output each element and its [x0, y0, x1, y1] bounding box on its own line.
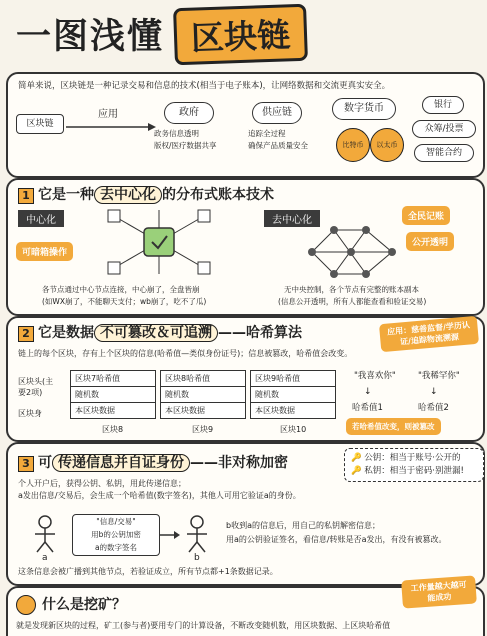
section4-desc: 就是发现新区块的过程，矿工(参与者)要用专门的计算设备，不断改变随机数，用区块数据、上区块哈希值 [16, 621, 391, 630]
section-mining [6, 580, 485, 636]
blockchain-box: 区块链 [16, 114, 64, 134]
section-immutable [6, 316, 485, 442]
title-highlight: 区块链 [173, 3, 308, 65]
opaque-tag: 可暗箱操作 [16, 242, 73, 261]
section-decentralized [6, 178, 485, 316]
section1-heading: 1 它是一种 去中心化 的分布式账本技术 [18, 184, 274, 204]
down-arrow-2-icon: ↓ [430, 387, 438, 397]
block-10: 区块9哈希值 随机数 本区块数据 [250, 370, 336, 419]
send-arrow-icon [160, 530, 180, 540]
mining-icon [16, 595, 36, 615]
intro-section [6, 72, 485, 178]
supply-desc2: 确保产品质量安全 [248, 141, 308, 150]
gov-desc1: 政务信息透明 [154, 129, 199, 138]
public-key-line: 🔑 公钥：相当于账号·公开的 [351, 453, 461, 463]
tamper-note: 若哈希值改变，则被篡改 [346, 418, 441, 435]
arrow-icon [66, 122, 156, 132]
block-8: 区块7哈希值 随机数 本区块数据 [70, 370, 156, 419]
header-row-label: 区块头(主要2项) [18, 377, 54, 397]
applications-tag: 应用：慈善监督/学历认证/追踪物流溯源 [379, 316, 479, 352]
block-8-label: 区块8 [102, 425, 124, 434]
section3-footer: 这条信息会被广播到其他节点，若验证成立，所有节点都+1条数据记录。 [18, 567, 278, 576]
workload-tag: 工作量越大越可能成功 [401, 575, 477, 608]
item-smart-contract: 智能合约 [414, 144, 474, 162]
encrypted-envelope: "信息/交易" 用b的公钥加密 a的数字签名 [72, 514, 160, 556]
section3-heading: 3 可 传递信息并自证身份 ——非对称加密 [18, 452, 288, 472]
hash-1: 哈希值1 [352, 403, 383, 413]
decentralized-network-diagram [304, 224, 400, 280]
app-digital-currency: 数字货币 [332, 98, 396, 120]
person-a-label: a [42, 553, 48, 563]
hash-2: 哈希值2 [418, 403, 449, 413]
section-asymmetric-encryption [6, 442, 485, 586]
section2-heading: 2 它是数据 不可篡改＆可追溯 ——哈希算法 [18, 322, 302, 342]
private-key-line: 🔑 私钥：相当于密码·别泄漏! [351, 466, 464, 476]
centralized-bar: 中心化 [18, 210, 64, 227]
apply-label: 应用 [98, 109, 118, 120]
centralized-desc2: (如WX崩了，不能聊天支付；wb崩了，吃不了瓜) [42, 297, 207, 306]
section2-desc: 链上的每个区块，存有上个区块的信息(哈希值—类似身份证号)；信息被篡改，哈希值会改变。 [18, 349, 353, 358]
quote-2: "我稀罕你" [418, 371, 460, 381]
decentralized-desc2: (信息公开透明，所有人都能查看和验证交易) [278, 297, 427, 306]
block-9-label: 区块9 [192, 425, 214, 434]
transparent-tag: 公开透明 [406, 232, 454, 251]
section3-right2: 用a的公钥验证签名，看信息/转账是否a发出，有没有被篡改。 [226, 535, 447, 544]
supply-desc1: 追踪全过程 [248, 129, 286, 138]
centralized-network-diagram [104, 206, 214, 278]
quote-1: "我喜欢你" [354, 371, 396, 381]
decentralized-bar: 去中心化 [264, 210, 320, 227]
person-a-icon [30, 514, 60, 554]
body-row-label: 区块身 [18, 409, 42, 418]
intro-text: 简单来说，区块链是一种记录交易和信息的技术(相当于电子账本)，让网络数据和交流更真实安全。 [18, 81, 391, 91]
block-10-label: 区块10 [280, 425, 307, 434]
decentralized-desc1: 无中央控制，各个节点有完整的账本副本 [284, 285, 419, 294]
app-government: 政府 [164, 102, 214, 124]
block-9: 区块8哈希值 随机数 本区块数据 [160, 370, 246, 419]
public-ledger-tag: 全民记账 [402, 206, 450, 225]
item-crowdfund-vote: 众筹/投票 [412, 120, 476, 138]
down-arrow-1-icon: ↓ [364, 387, 372, 397]
keys-note [344, 448, 484, 482]
section3-desc1: 个人开户后，获得公钥、私钥，用此传递信息； [18, 479, 186, 488]
app-supply-chain: 供应链 [252, 102, 302, 124]
person-b-icon [182, 514, 212, 554]
person-b-label: b [194, 553, 200, 563]
gov-desc2: 版权/医疗数据共享 [154, 141, 217, 150]
item-bank: 银行 [422, 96, 464, 114]
bitcoin-coin-icon: 比特币 [336, 128, 370, 162]
page-title: 一图浅懂 [16, 17, 165, 57]
centralized-desc1: 各节点通过中心节点连接，中心崩了，全盘皆崩 [42, 285, 200, 294]
section4-heading: 什么是挖矿？ [16, 594, 126, 615]
title-row [16, 6, 307, 62]
section3-desc2: a发出信息/交易后，会生成一个哈希值(数字签名)，其他人可用它验证a的身份。 [18, 491, 301, 500]
section3-right1: b收到a的信息后，用自己的私钥解密信息； [226, 521, 380, 530]
ether-coin-icon: 以太币 [370, 128, 404, 162]
